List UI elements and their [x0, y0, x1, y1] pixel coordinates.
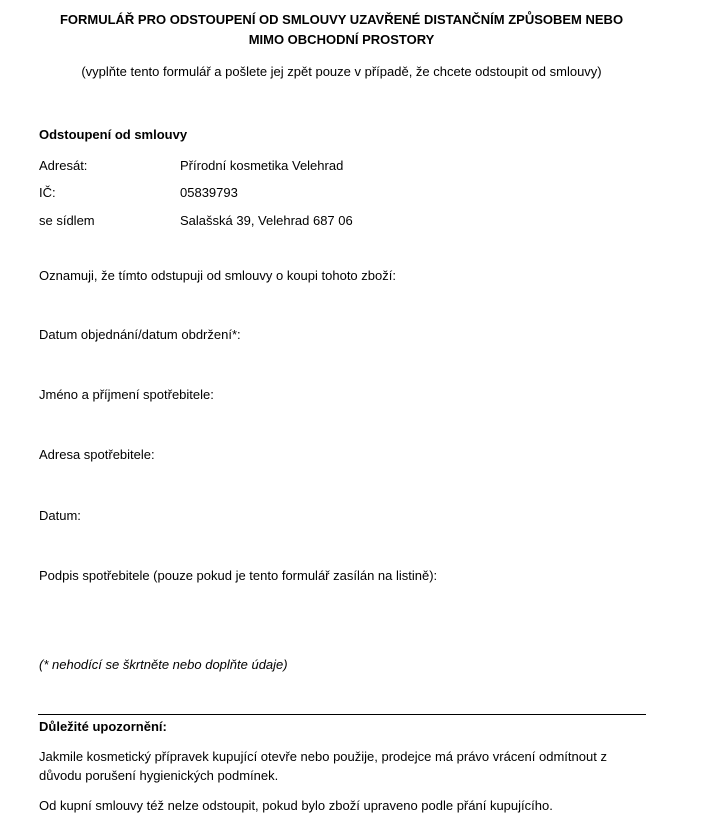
recipient-value: Přírodní kosmetika Velehrad — [180, 158, 344, 173]
announcement-text: Oznamuji, že tímto odstupuji od smlouvy o koupi tohoto zboží: — [39, 268, 396, 283]
ic-value: 05839793 — [180, 185, 238, 200]
consumer-name-field-label: Jméno a příjmení spotřebitele: — [39, 387, 214, 402]
form-title-line2: MIMO OBCHODNÍ PROSTORY — [248, 32, 435, 47]
notice-paragraph1-line1: Jakmile kosmetický přípravek kupující otevře nebo použije, prodejce má právo vrácení odmítnout z — [39, 749, 607, 764]
section-heading: Odstoupení od smlouvy — [39, 127, 188, 142]
consumer-address-field-label: Adresa spotřebitele: — [39, 447, 155, 462]
notice-heading: Důležité upozornění: — [39, 719, 167, 734]
form-title-line1: FORMULÁŘ PRO ODSTOUPENÍ OD SMLOUVY UZAVŘENÉ DISTANČNÍM ZPŮSOBEM NEBO — [59, 12, 624, 27]
seat-value: Salašská 39, Velehrad 687 06 — [180, 213, 353, 228]
notice-paragraph1-line2: důvodu porušení hygienických podmínek. — [39, 768, 279, 783]
footnote: (* nehodící se škrtněte nebo doplňte údaje) — [39, 657, 288, 672]
form-subtitle: (vyplňte tento formulář a pošlete jej zpět pouze v případě, že chcete odstoupit od smlouvy) — [81, 64, 602, 79]
signature-field-label: Podpis spotřebitele (pouze pokud je tento formulář zasílán na listině): — [39, 568, 438, 583]
order-date-field-label: Datum objednání/datum obdržení*: — [39, 327, 241, 342]
ic-label: IČ: — [39, 185, 56, 200]
notice-divider — [38, 714, 646, 715]
date-field-label: Datum: — [39, 508, 81, 523]
recipient-label: Adresát: — [39, 158, 88, 173]
notice-paragraph2: Od kupní smlouvy též nelze odstoupit, pokud bylo zboží upraveno podle přání kupujícího. — [39, 798, 553, 813]
seat-label: se sídlem — [39, 213, 95, 228]
